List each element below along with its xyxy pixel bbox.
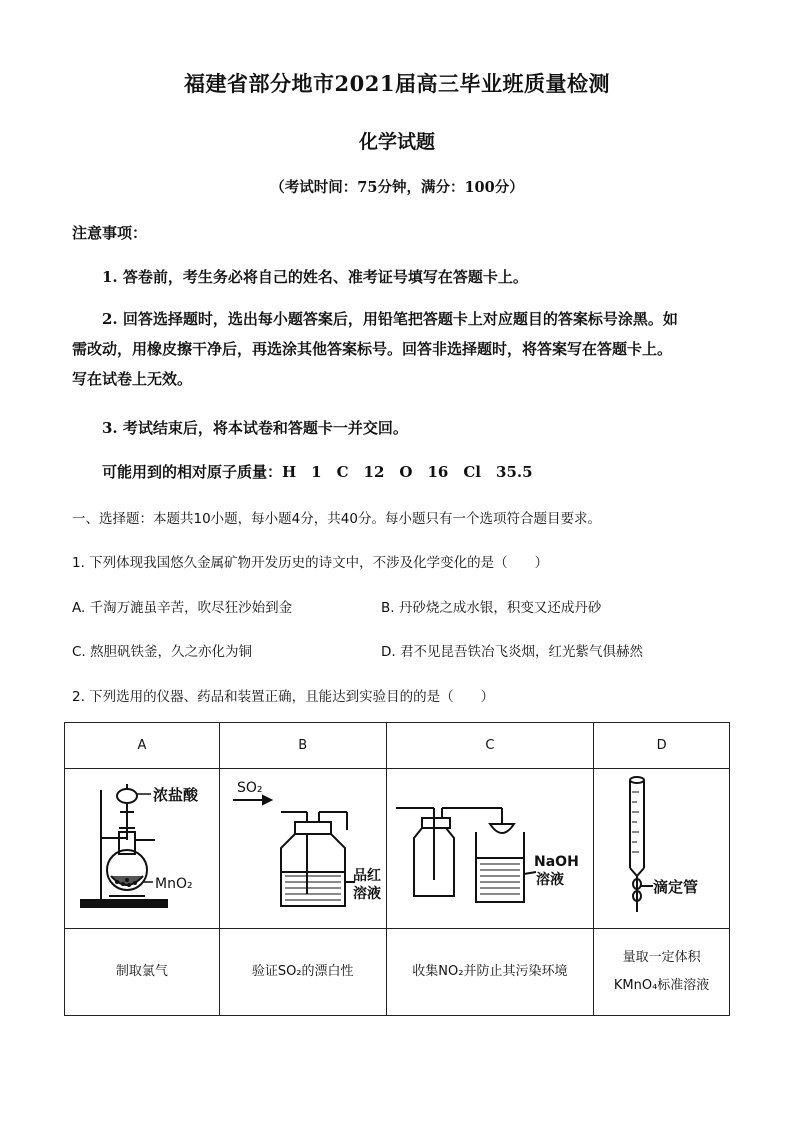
note-1: 1. 答卷前，考生务必将自己的姓名、准考证号填写在答题卡上。 <box>102 268 528 286</box>
table-figure-row <box>65 769 730 929</box>
label-burette: 滴定管 <box>652 877 698 896</box>
figure-a-cell <box>65 769 220 929</box>
label-mno2: MnO₂ <box>154 875 193 892</box>
burette-apparatus <box>597 772 727 922</box>
figure-c-cell <box>386 769 594 929</box>
figure-b-cell <box>219 769 386 929</box>
exam-subject: 化学试题 <box>358 131 435 153</box>
note-2 <box>72 304 732 394</box>
figure-d-cell <box>594 769 730 929</box>
caption-b: 验证SO₂的漂白性 <box>219 929 386 1016</box>
label-so2: SO₂ <box>236 779 263 796</box>
caption-d <box>594 929 730 1016</box>
q1-option-b: B. 丹砂烧之成水银，积变又还成丹砂 <box>381 600 602 616</box>
q1-option-c: C. 熬胆矾铁釜，久之亦化为铜 <box>72 644 253 660</box>
note-2-line-2: 需改动，用橡皮擦干净后，再选涂其他答案标号。回答非选择题时，将答案写在答题卡上。 <box>72 340 673 358</box>
label-conc-hcl: 浓盐酸 <box>152 785 198 804</box>
q1-option-d: D. 君不见昆吾铁冶飞炎烟，红光紫气俱赫然 <box>381 644 643 660</box>
q1-stem: 1. 下列体现我国悠久金属矿物开发历史的诗文中，不涉及化学变化的是（ ） <box>72 555 549 571</box>
gas-washing-bottle-apparatus <box>223 772 383 922</box>
column-c-header: C <box>386 723 594 769</box>
column-a-header: A <box>65 723 220 769</box>
gas-collection-apparatus <box>390 772 590 922</box>
caption-c: 收集NO₂并防止其污染环境 <box>386 929 594 1016</box>
exam-time-info: （考试时间：75分钟，满分：100分） <box>270 179 524 196</box>
chlorine-generator-apparatus <box>67 772 217 922</box>
table-caption-row <box>65 929 730 1016</box>
label-magenta: 品红 <box>352 867 381 884</box>
column-d-header: D <box>594 723 730 769</box>
q2-options-table <box>64 722 730 1016</box>
exam-title: 福建省部分地市2021届高三毕业班质量检测 <box>184 71 610 96</box>
table-header-row <box>65 723 730 769</box>
note-3: 3. 考试结束后，将本试卷和答题卡一并交回。 <box>102 419 408 437</box>
label-solution-b: 溶液 <box>352 885 381 902</box>
caption-d-line-1: 量取一定体积 <box>622 950 701 965</box>
column-b-header: B <box>219 723 386 769</box>
atomic-masses: 可能用到的相对原子质量：H 1 C 12 O 16 Cl 35.5 <box>102 463 533 481</box>
label-solution-c: 溶液 <box>535 871 564 888</box>
note-2-line-3: 写在试卷上无效。 <box>72 370 193 388</box>
section-1-heading: 一、选择题：本题共10小题，每小题4分，共40分。每小题只有一个选项符合题目要求。 <box>72 511 601 527</box>
note-2-line-1: 2. 回答选择题时，选出每小题答案后，用铅笔把答题卡上对应题目的答案标号涂黑。如 <box>102 310 678 328</box>
q1-option-a: A. 千淘万漉虽辛苦，吹尽狂沙始到金 <box>72 600 293 616</box>
notes-heading: 注意事项： <box>72 224 148 242</box>
caption-a: 制取氯气 <box>65 929 220 1016</box>
label-naoh: NaOH <box>533 853 579 870</box>
q2-stem: 2. 下列选用的仪器、药品和装置正确，且能达到实验目的的是（ ） <box>72 689 495 705</box>
caption-d-line-2: KMnO₄标准溶液 <box>613 978 710 993</box>
